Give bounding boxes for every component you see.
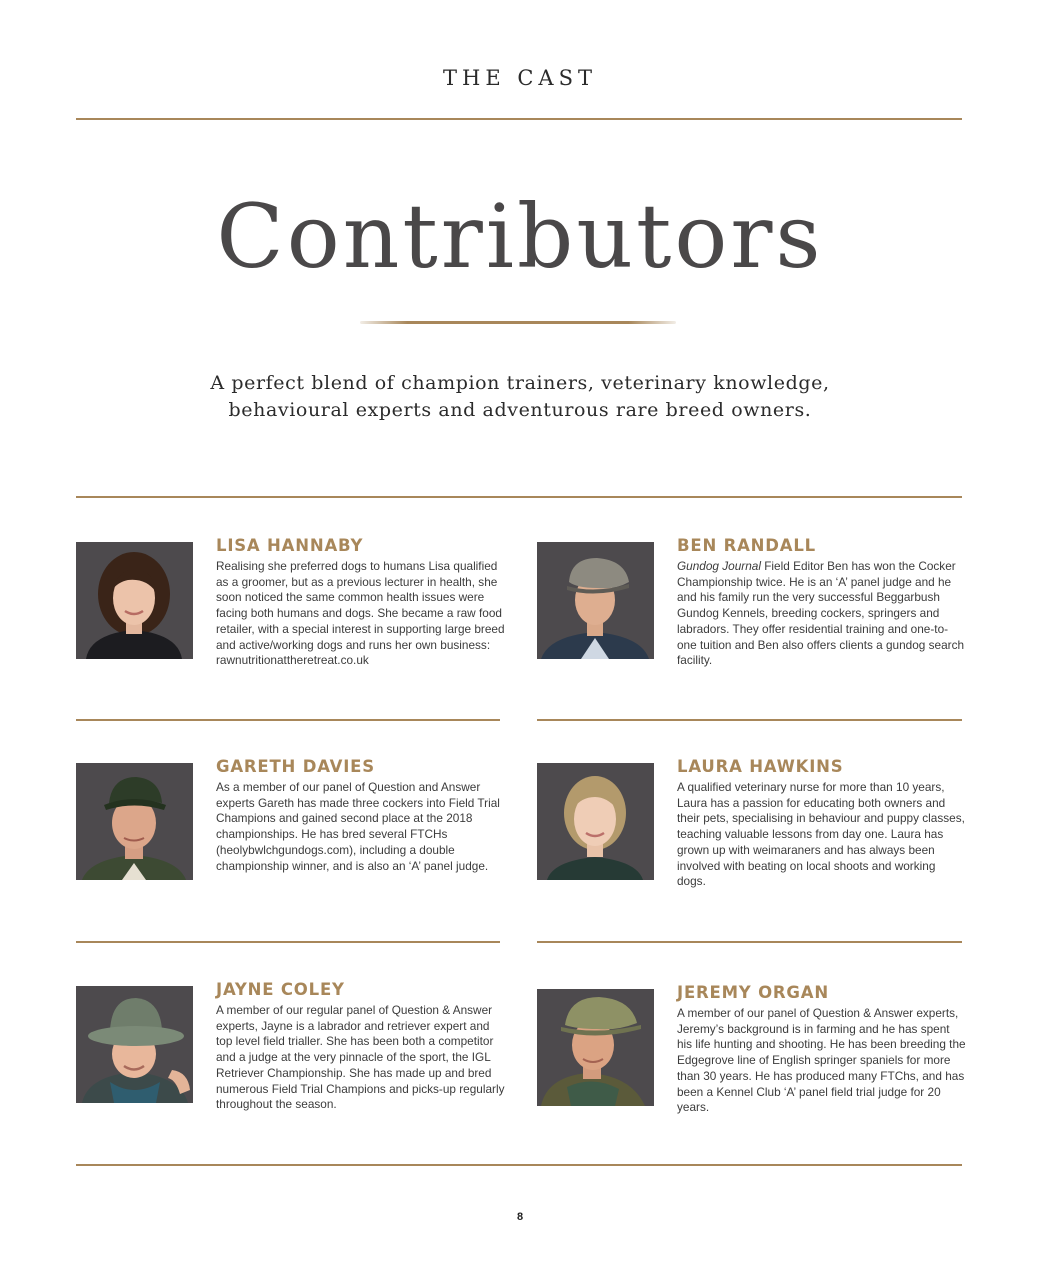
contributor-bio: As a member of our panel of Question and Answer experts Gareth has made three cockers into Field Trial Champions and gained second place at the 2018 championships. He has bred several FTCHs (heolybwlchgundogs.com), including a double championship winner, and is also an ‘A’ panel judge.	[216, 780, 500, 873]
portrait-photo	[76, 763, 193, 880]
contributor-name: LISA HANNABY	[216, 536, 364, 555]
portrait-photo	[537, 763, 654, 880]
contributor-bio	[677, 559, 967, 669]
portrait-photo	[76, 986, 193, 1103]
bottom-divider	[76, 1164, 962, 1166]
contributor-bio: Realising she preferred dogs to humans Lisa qualified as a groomer, but as a previous lecturer in health, she soon noticed the same common health issues were facing both humans and dogs. She became a raw food retailer, with a special interest in supporting large breed and active/working dogs and runs her own business: rawnutritionattheretreat.co.uk	[216, 559, 505, 668]
row-divider-left-2	[76, 941, 500, 943]
portrait-photo	[76, 542, 193, 659]
contributor-name: JEREMY ORGAN	[677, 983, 829, 1002]
row-divider-right-1	[537, 719, 962, 721]
contributor-bio: A qualified veterinary nurse for more than 10 years, Laura has a passion for educating both owners and their pets, specialising in behaviour and puppy classes, teaching valuable lessons from day one. Laura has grown up with weimaraners and has always been involved with beating on local shoots and working dogs.	[677, 780, 965, 889]
contributor-name: LAURA HAWKINS	[677, 757, 844, 776]
subtitle-line-1: A perfect blend of champion trainers, veterinary knowledge,	[210, 372, 830, 394]
portrait-photo	[537, 542, 654, 659]
subtitle-line-2: behavioural experts and adventurous rare breed owners.	[228, 399, 812, 421]
contributors-top-divider	[76, 496, 962, 498]
contributor-name: BEN RANDALL	[677, 536, 816, 555]
subtitle	[150, 370, 890, 424]
section-label: THE CAST	[443, 66, 597, 90]
contributor-name: JAYNE COLEY	[216, 980, 345, 999]
contributor-bio: A member of our panel of Question & Answer experts, Jeremy’s background is in farming and he has spent his life hunting and shooting. He has been breeding the Edgegrove line of English springer spaniels for more than 30 years. He has produced many FTChs, and has been a Kennel Club ‘A’ panel field trial judge for 20 years.	[677, 1006, 966, 1115]
page-title: Contributors	[216, 185, 824, 288]
contributor-name: GARETH DAVIES	[216, 757, 375, 776]
contributor-bio-text: Field Editor Ben has won the Cocker Championship twice. He is an ‘A’ panel judge and he and his family run the very successful Beggarbush Gundog Kennels, breeding cockers, springers and labradors. They offer residential training and one-to-one tuition and Ben also offers clients a gundog search facility.	[677, 559, 965, 668]
portrait-photo	[537, 989, 654, 1106]
contributor-bio: A member of our regular panel of Question & Answer experts, Jayne is a labrador and retriever expert and top level field trialler. She has been both a competitor and a judge at the very pinnacle of the sport, the IGL Retriever Championship. She has made up and bred numerous Field Trial Champions and picks-up regularly throughout the season.	[216, 1003, 505, 1112]
title-underline	[360, 321, 676, 324]
publication-title: Gundog Journal	[677, 559, 761, 573]
page-number: 8	[516, 1211, 524, 1223]
top-divider	[76, 118, 962, 120]
row-divider-left-1	[76, 719, 500, 721]
row-divider-right-2	[537, 941, 962, 943]
